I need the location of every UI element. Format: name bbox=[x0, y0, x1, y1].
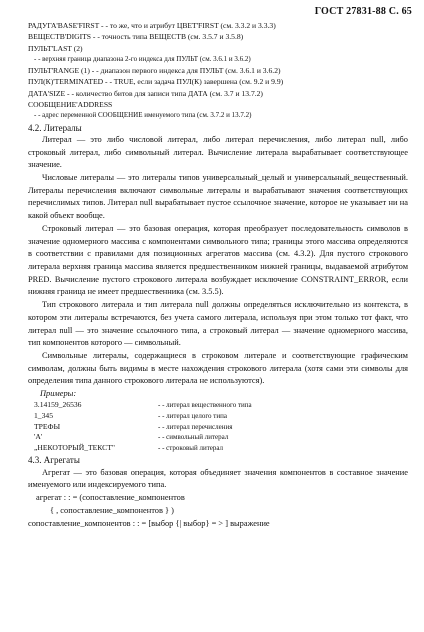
example-desc: - - символьный литерал bbox=[158, 433, 229, 442]
example-code: 3.14159_26536 bbox=[34, 400, 82, 410]
example-code: 'А' bbox=[34, 432, 43, 442]
def-line: ВЕЩЕСТВ'DIGITS - - точность типа ВЕЩЕСТВ (см. 3.5.7 и 3.5.8) bbox=[28, 32, 244, 42]
def-line: ПУЛЬТ'LAST (2) bbox=[28, 43, 83, 53]
def-line: РАДУГА'BASE'FIRST - - то же, что и атрибут ЦВЕТ'FIRST (см. 3.3.2 и 3.3.3) bbox=[28, 21, 276, 30]
paragraph: Тип строкового литерала и тип литерала null должны определяться исключительно из контекста, в котором эти литералы встречаются, без учета самого литерала, используя при этом только тот факт, что литерал null — это значение ссылочного типа, а строковый литерал — значение одномерного массива, тип компонентов которого — символьный. bbox=[28, 300, 408, 348]
page-header: ГОСТ 27831-88 С. 65 bbox=[314, 6, 412, 17]
syntax-line: агрегат : : = (сопоставление_компонентов bbox=[36, 493, 185, 503]
def-line: - - адрес переменной СООБЩЕНИЕ именуемого типа (см. 3.7.2 и 13.7.2) bbox=[34, 111, 252, 120]
paragraph: Литерал — это либо числовой литерал, либо литерал перечисления, либо литерал null, либо строковый литерал, либо символьный литерал. Вычисление литерала вырабатывает соответствующее значение. bbox=[28, 134, 408, 170]
attribute-definitions bbox=[28, 20, 408, 530]
def-line: ДАТА'SIZE - - количество битов для записи типа ДАТА (см. 3.7 и 13.7.2) bbox=[28, 88, 263, 98]
examples-title: Примеры: bbox=[40, 389, 77, 399]
example-row bbox=[28, 443, 408, 454]
def-line: СООБЩЕНИЕ'ADDRESS bbox=[28, 100, 113, 110]
section-heading-aggregates: 4.3. Агрегаты bbox=[28, 455, 80, 466]
def-line: - - верхняя граница диапазона 2-го индекса для ПУЛЬТ (см. 3.6.1 и 3.6.2) bbox=[34, 54, 251, 63]
paragraph: Строковый литерал — это базовая операция, которая преобразует последовательность символов в значение одномерного массива с компонентами символьного типа; границы этого массива определяются в соответствии с правилами для позиционных агрегатов массива (см. 4.3.2). Для пустого строкового литерала верхняя граница массива является предшественником нижней границы, выдаваемой атрибутом PRED. Вычисление пустого строкового литерала возбуждает исключение CONSTRAINT_ERROR, если нижняя граница не имеет предшественника (см. 3.5.5). bbox=[28, 223, 408, 297]
example-row bbox=[28, 400, 408, 411]
example-desc: - - литерал перечисления bbox=[158, 422, 233, 431]
example-code: 1_345 bbox=[34, 410, 53, 420]
section-heading-literals: 4.2. Литералы bbox=[28, 122, 82, 133]
def-line: ПУЛ(К)'TERMINATED - - TRUE, если задача ПУЛ(К) завершена (см. 9.2 и 9.9) bbox=[28, 77, 284, 87]
example-row bbox=[28, 411, 408, 422]
paragraph: Символьные литералы, содержащиеся в строковом литерале и соответствующие графическим символам, должны быть видимы в месте нахождения строкового литерала (хотя сами эти символы для определения типа данного строкового литерала не используются). bbox=[28, 350, 408, 386]
example-desc: - - литерал вещественного типа bbox=[158, 401, 252, 410]
syntax-line: { , сопоставление_компонентов } ) bbox=[50, 505, 174, 515]
def-line: ПУЛЬТ'RANGE (1) - - диапазон первого индекса для ПУЛЬТ (см. 3.6.1 и 3.6.2) bbox=[28, 66, 281, 76]
example-row bbox=[28, 432, 408, 443]
example-code: „НЕКОТОРЫЙ_ТЕКСТ" bbox=[34, 443, 115, 453]
example-desc: - - строковый литерал bbox=[158, 444, 224, 453]
example-row bbox=[28, 422, 408, 433]
paragraph: Агрегат — это базовая операция, которая объединяет значения компонентов в составное значение именуемого или индексируемого типа. bbox=[28, 467, 408, 490]
paragraph: Числовые литералы — это литералы типов универсальный_целый и универсальный_вещественный. Литералы перечисления включают символьные литералы и вырабатывают значения соответствующих перечислимых типов. Литерал null вырабатывает пустое ссылочное значение, которое не указывает ни на какой объект вообще. bbox=[28, 173, 408, 221]
example-desc: - - литерал целого типа bbox=[158, 411, 227, 420]
example-code: ТРЕФЫ bbox=[34, 421, 61, 431]
syntax-line: сопоставление_компонентов : : = [выбор {| выбор} = > ] выражение bbox=[28, 518, 270, 528]
